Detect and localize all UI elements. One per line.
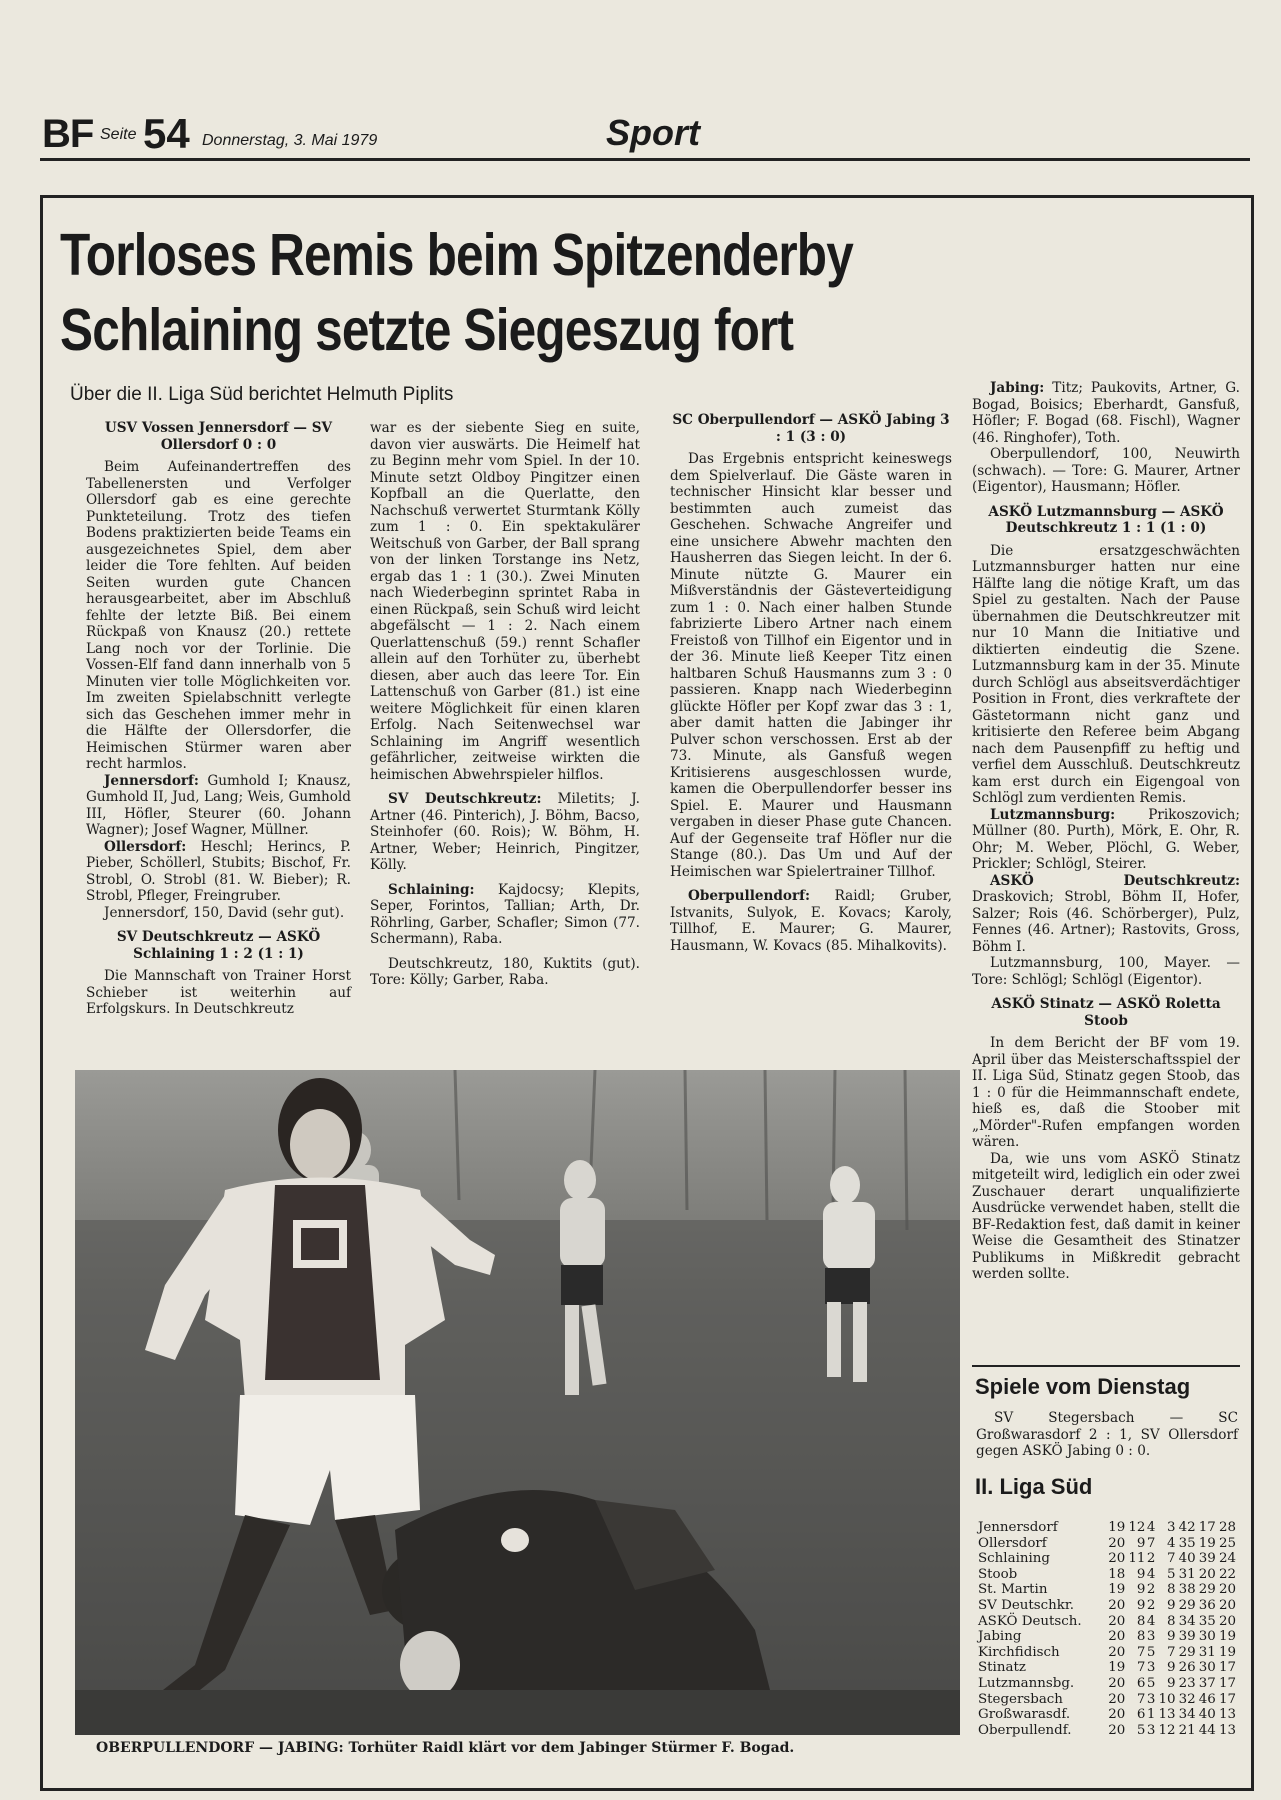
stat-cell: 4 — [1146, 1520, 1156, 1535]
team-name: Lutzmannsbg. — [978, 1675, 1075, 1691]
stat-cell: 13 — [1218, 1722, 1236, 1738]
report-paragraph: Beim Aufeinandertreffen des Tabellenersten und Verfolger Ollersdorf gab es eine gerechte Punkteteilung. Trotz des tiefen Bodens praktizierten beide Teams ein ausgezeichnetes Spiel, dem aber leider die Tore fehlten. Auf beiden Seiten wurden gute Chancen herausgearbeitet, aber im Abschluß fehlte der letzte Biß. Bei einem Rückpaß von Knausz (20.) rettete Lang noch vor der Torlinie. Die Vossen-Elf fand dann innerhalb von 5 Minuten vier tolle Möglichkeiten vor. Im zweiten Spielabschnitt verlegte sich das Geschehen immer mehr in die Hälfte der Ollersdorfer, die Heimischen Stürmer waren aber recht harmlos. — [86, 459, 351, 772]
stat-cell: 29 — [1198, 1582, 1216, 1598]
stat-cell: 30 — [1198, 1629, 1216, 1645]
stat-cell: 36 — [1198, 1597, 1216, 1613]
stat-cell: 2 — [1146, 1551, 1156, 1567]
stat-cell: 44 — [1198, 1722, 1216, 1738]
lineup — [370, 882, 640, 948]
stat-cell: 40 — [1198, 1707, 1216, 1723]
stat-cell: 17 — [1218, 1691, 1236, 1707]
stat-cell: 19 — [1218, 1629, 1236, 1645]
lineup-text: Kajdocsy; Klepits, Seper, Forintos, Tallian; Arth, Dr. Röhrling, Garber, Schafler; Simon (77. Schermann), Raba. — [370, 881, 641, 947]
stat-cell: 26 — [1178, 1660, 1196, 1676]
stat-cell: 30 — [1198, 1660, 1216, 1676]
stat-cell: 46 — [1198, 1691, 1216, 1707]
photo-image — [75, 1070, 960, 1735]
report-paragraph: In dem Bericht der BF vom 19. April über das Meisterschaftsspiel der II. Liga Süd, Stinatz gegen Stoob, das 1 : 0 für die Heimmannschaft endete, hieß es, daß die Stoober mit „Mörder"-Rufen empfangen worden wären. — [972, 1035, 1240, 1150]
report-paragraph: Da, wie uns vom ASKÖ Stinatz mitgeteilt wird, lediglich ein oder zwei Zuschauer derart unqualifizierte Ausdrücke verwendet haben, stellt die BF-Redaktion fest, daß damit in keiner Weise die Gesamtheit des Stinatzer Publikums in Mißkredit gebracht werden sollte. — [972, 1150, 1240, 1282]
team-name: St. Martin — [978, 1582, 1048, 1598]
stat-cell: 3 — [1146, 1722, 1156, 1738]
headline-line-1: Torloses Remis beim Spitzenderby — [60, 222, 853, 288]
stat-cell: 11 — [1128, 1551, 1146, 1567]
lineup-text: Raidl; Gruber, Istvanits, Sulyok, E. Kovacs; Karoly, Tillhof, E. Maurer; G. Maurer, Hausmann, W. Kovacs (85. Mihalkovits). — [670, 888, 953, 954]
team-name: Jennersdorf — [978, 1520, 1058, 1535]
lineup-label: Lutzmannsburg: — [990, 806, 1116, 823]
column-3 — [670, 412, 952, 954]
tuesday-title: Spiele vom Dienstag — [975, 1374, 1191, 1399]
headline-line-2: Schlaining setzte Siegeszug fort — [60, 297, 794, 363]
stat-cell: 42 — [1178, 1520, 1196, 1535]
stat-cell: 10 — [1158, 1691, 1176, 1707]
masthead-seite: Seite — [100, 126, 137, 143]
lineup-text: Miletits; J. Artner (46. Pinterich), J. Böhm, Bacso, Steinhofer (60. Rois); W. Böhm, H. Artner, Weber; Heinrich, Pingitzer, Kölly. — [370, 791, 640, 873]
stat-cell: 38 — [1178, 1582, 1196, 1598]
stat-cell: 9 — [1136, 1597, 1146, 1613]
stat-cell: 29 — [1178, 1644, 1196, 1660]
lineup-text: Gumhold I; Knausz, Gumhold II, Jud, Lang; Weis, Gumhold III, Höfler, Steurer (60. Johann Wagner); Josef Wagner, Müllner. — [86, 772, 351, 838]
stat-cell: 20 — [1108, 1722, 1126, 1738]
tuesday-results — [976, 1410, 1238, 1460]
stat-cell: 34 — [1178, 1613, 1196, 1629]
stat-cell: 4 — [1146, 1566, 1156, 1582]
lineup-text: Draskovich; Strobl, Böhm II, Hofer, Salzer; Rois (46. Schörberger), Pulz, Fennes (46. Artner); Rastovits, Gross, Böhm I. — [972, 889, 1240, 955]
table-row — [978, 1676, 1236, 1692]
stat-cell: 20 — [1108, 1613, 1126, 1629]
stat-cell: 12 — [1158, 1722, 1176, 1738]
stat-cell: 7 — [1136, 1660, 1146, 1676]
stat-cell: 7 — [1167, 1644, 1176, 1660]
table-row — [978, 1645, 1236, 1661]
stat-cell: 21 — [1178, 1722, 1196, 1738]
stat-cell: 17 — [1218, 1675, 1236, 1691]
stat-cell: 4 — [1146, 1613, 1156, 1629]
stat-cell: 1 — [1146, 1707, 1156, 1723]
stat-cell: 2 — [1146, 1582, 1156, 1598]
stat-cell: 28 — [1218, 1520, 1236, 1535]
lineup — [972, 873, 1240, 956]
table-row — [978, 1598, 1236, 1614]
stat-cell: 40 — [1178, 1551, 1196, 1567]
stat-cell: 34 — [1178, 1707, 1196, 1723]
stat-cell: 19 — [1218, 1644, 1236, 1660]
column-1 — [86, 420, 351, 1018]
table-title: II. Liga Süd — [975, 1474, 1093, 1499]
stat-cell: 7 — [1136, 1644, 1146, 1660]
stat-cell: 9 — [1167, 1629, 1176, 1645]
stat-cell: 20 — [1108, 1551, 1126, 1567]
stat-cell: 5 — [1136, 1722, 1146, 1738]
tuesday-text: SV Stegersbach — SC Großwarasdorf 2 : 1, SV Ollersdorf gegen ASKÖ Jabing 0 : 0. — [976, 1410, 1238, 1459]
team-name: Kirchfidisch — [978, 1644, 1060, 1660]
team-name: ASKÖ Deutsch. — [978, 1613, 1082, 1629]
stat-cell: 18 — [1108, 1566, 1126, 1582]
stat-cell: 9 — [1136, 1582, 1146, 1598]
stat-cell: 2 — [1146, 1597, 1156, 1613]
lineup — [670, 888, 952, 954]
stat-cell: 7 — [1146, 1535, 1156, 1551]
report-paragraph: Die ersatzgeschwächten Lutzmannsburger hatten nur eine Hälfte lang die nötige Kraft, um das Spiel zu gestalten. Nach der Pause übernahmen die Deutschkreutzer mit nur 10 Mann die Initiative und diktierten eindeutig die Szene. Lutzmannsburg kam in der 35. Minute durch Schlögl aus abseitsverdächtiger Position in Front, dies verkraftete der Gästetormann nicht ganz und kritisierte den Referee beim Abgang nach dem Pausenpfiff zu heftig und verfiel dem Ausschluß. Deutschkreutz kam erst durch ein Eigengoal von Schlögl zum verdienten Remis. — [972, 542, 1240, 806]
photo-caption: OBERPULLENDORF — JABING: Torhüter Raidl klärt vor dem Jabinger Stürmer F. Bogad. — [96, 1740, 795, 1756]
divider — [972, 1365, 1240, 1367]
byline: Über die II. Liga Süd berichtet Helmuth Piplits — [70, 384, 454, 405]
match-photo — [75, 1070, 960, 1735]
stat-cell: 7 — [1136, 1691, 1146, 1707]
stat-cell: 20 — [1108, 1629, 1126, 1645]
match-summary: Deutschkreutz, 180, Kuktits (gut). Tore: Kölly; Garber, Raba. — [370, 955, 640, 988]
masthead-brand: BF — [42, 112, 94, 156]
stat-cell: 23 — [1178, 1675, 1196, 1691]
table-row — [978, 1660, 1236, 1676]
lineup-text: Prikoszovich; Müllner (80. Purth), Mörk, E. Ohr, R. Ohr; M. Weber, Plöchl, G. Weber, Prickler; Schlögl, Steirer. — [972, 806, 1240, 872]
stat-cell: 20 — [1198, 1566, 1216, 1582]
lineup-label: Ollersdorf: — [104, 838, 187, 855]
team-name: Oberpullendf. — [978, 1722, 1072, 1738]
masthead — [40, 108, 1250, 161]
column-4 — [972, 380, 1240, 1283]
match-summary: Jennersdorf, 150, David (sehr gut). — [104, 904, 345, 921]
table-row — [978, 1723, 1236, 1739]
stat-cell: 20 — [1108, 1691, 1126, 1707]
lineup — [972, 807, 1240, 873]
stat-cell: 5 — [1146, 1644, 1156, 1660]
headline — [60, 218, 1051, 368]
match-summary: Lutzmannsburg, 100, Mayer. — Tore: Schlögl; Schlögl (Eigentor). — [972, 955, 1240, 988]
table-row — [978, 1614, 1236, 1630]
match-heading: SC Oberpullendorf — ASKÖ Jabing 3 : 1 (3 : 0) — [672, 412, 950, 445]
stat-cell: 13 — [1218, 1707, 1236, 1723]
stat-cell: 8 — [1136, 1629, 1146, 1645]
table-row — [978, 1551, 1236, 1567]
stat-cell: 32 — [1178, 1691, 1196, 1707]
team-name: Jabing — [978, 1629, 1022, 1645]
table-row — [978, 1536, 1236, 1552]
table-row — [978, 1707, 1236, 1723]
stat-cell: 31 — [1198, 1644, 1216, 1660]
team-name: Stinatz — [978, 1660, 1026, 1676]
team-name: Großwarasdf. — [978, 1707, 1071, 1723]
stat-cell: 8 — [1167, 1582, 1176, 1598]
team-name: Stoob — [978, 1566, 1018, 1582]
stat-cell: 20 — [1218, 1613, 1236, 1629]
lineup — [972, 380, 1240, 446]
stat-cell: 20 — [1108, 1597, 1126, 1613]
stat-cell: 3 — [1146, 1691, 1156, 1707]
standings-table — [978, 1520, 1236, 1738]
stat-cell: 3 — [1146, 1629, 1156, 1645]
table-row — [978, 1692, 1236, 1708]
lineup — [86, 773, 351, 839]
report-paragraph: Das Ergebnis entspricht keineswegs dem Spielverlauf. Die Gäste waren in technischer Hinsicht klar besser und bestimmten auch zumeist das Geschehen. Schwache Angreifer und eine unsichere Abwehr machten den Hausherren das Siegen leicht. In der 6. Minute nützte G. Maurer ein Mißverständnis der Gästeverteidigung zum 1 : 0. Nach einer halben Stunde fabrizierte Libero Artner nach einem Freistoß von Tillhof ein Eigentor und in der 36. Minute ließ Keeper Titz einen haltbaren Schuß Hausmanns zum 3 : 0 passieren. Knapp nach Wiederbeginn glückte Höfler per Kopf zwar das 3 : 1, aber damit hatten die Jabinger ihr Pulver schon verschossen. Erst ab der 73. Minute, als Gansfuß wegen Kritisierens ausgeschlossen wurde, kamen die Oberpullendorfer besser ins Spiel. E. Maurer und Hausmann vergaben in dieser Phase gute Chancen. Auf der Gegenseite traf Höfler nur die Stange (80.). Das Um und Auf der Heimischen war Spielertrainer Tillhof. — [670, 451, 952, 880]
stat-cell: 20 — [1218, 1582, 1236, 1598]
masthead-page-number: 54 — [143, 110, 190, 157]
lineup-label: ASKÖ Deutschkreutz: — [990, 872, 1240, 889]
masthead-date: Donnerstag, 3. Mai 1979 — [202, 132, 378, 149]
lineup-label: Oberpullendorf: — [688, 888, 811, 904]
stat-cell: 20 — [1108, 1644, 1126, 1660]
stat-cell: 25 — [1218, 1535, 1236, 1551]
lineup — [86, 839, 351, 905]
lineup — [370, 791, 640, 874]
stat-cell: 22 — [1218, 1566, 1236, 1582]
team-name: SV Deutschkr. — [978, 1597, 1075, 1613]
stat-cell: 35 — [1198, 1613, 1216, 1629]
stat-cell: 3 — [1167, 1520, 1176, 1535]
report-paragraph: Die Mannschaft von Trainer Horst Schieber ist weiterhin auf Erfolgskurs. In Deutschkreutz — [86, 968, 351, 1017]
team-name: Stegersbach — [978, 1691, 1063, 1707]
stat-cell: 5 — [1167, 1566, 1176, 1582]
team-name: Ollersdorf — [978, 1535, 1047, 1551]
stat-cell: 39 — [1178, 1629, 1196, 1645]
stat-cell: 9 — [1167, 1660, 1176, 1676]
stat-cell: 35 — [1178, 1535, 1196, 1551]
lineup-label: SV Deutschkreutz: — [388, 791, 542, 807]
match-heading: ASKÖ Stinatz — ASKÖ Roletta Stoob — [991, 996, 1221, 1029]
team-name: Schlaining — [978, 1551, 1050, 1567]
table-row — [978, 1520, 1236, 1536]
table-row — [978, 1629, 1236, 1645]
stat-cell: 7 — [1167, 1551, 1176, 1567]
stat-cell: 24 — [1218, 1551, 1236, 1567]
stat-cell: 8 — [1136, 1613, 1146, 1629]
stat-cell: 3 — [1146, 1660, 1156, 1676]
masthead-section: Sport — [606, 112, 700, 153]
lineup-label: Jabing: — [990, 380, 1045, 396]
stat-cell: 9 — [1167, 1597, 1176, 1613]
stat-cell: 20 — [1108, 1707, 1126, 1723]
stat-cell: 9 — [1136, 1566, 1146, 1582]
stat-cell: 20 — [1108, 1675, 1126, 1691]
lineup-label: Schlaining: — [388, 881, 475, 898]
stat-cell: 37 — [1198, 1675, 1216, 1691]
stat-cell: 6 — [1136, 1707, 1146, 1723]
table-row — [978, 1567, 1236, 1583]
stat-cell: 8 — [1167, 1613, 1176, 1629]
stat-cell: 17 — [1198, 1520, 1216, 1535]
stat-cell: 19 — [1108, 1582, 1126, 1598]
stat-cell: 5 — [1146, 1675, 1156, 1691]
stat-cell: 20 — [1218, 1597, 1236, 1613]
stat-cell: 29 — [1178, 1597, 1196, 1613]
stat-cell: 39 — [1198, 1551, 1216, 1567]
stat-cell: 19 — [1198, 1535, 1216, 1551]
match-summary: Oberpullendorf, 100, Neuwirth (schwach). — Tore: G. Maurer, Artner (Eigentor), Hausmann; Höfler. — [972, 446, 1240, 495]
lineup-text: Heschl; Herincs, P. Pieber, Schöllerl, Stubits; Bischof, Fr. Strobl, O. Strobl (81. W. Bieber); R. Strobl, Pfleger, Freingruber. — [86, 838, 352, 904]
stat-cell: 9 — [1167, 1675, 1176, 1691]
lineup-label: Jennersdorf: — [104, 772, 199, 789]
match-heading: SV Deutschkreutz — ASKÖ Schlaining 1 : 2 (1 : 1) — [116, 929, 321, 962]
stat-cell: 19 — [1108, 1660, 1126, 1676]
stat-cell: 13 — [1158, 1707, 1176, 1723]
match-heading: USV Vossen Jennersdorf — SV Ollersdorf 0 : 0 — [104, 420, 333, 453]
match-heading: ASKÖ Lutzmannsburg — ASKÖ Deutschkreutz 1 : 1 (1 : 0) — [988, 503, 1224, 536]
stat-cell: 9 — [1136, 1535, 1146, 1551]
stat-cell: 17 — [1218, 1660, 1236, 1676]
stat-cell: 31 — [1178, 1566, 1196, 1582]
report-paragraph: war es der siebente Sieg en suite, davon vier auswärts. Die Heimelf hat zu Beginn mehr vom Spiel. In der 10. Minute setzt Oldboy Pingitzer einen Kopfball an die Querlatte, den Nachschuß verwertet Sturmtank Kölly zum 1 : 0. Ein spektakulärer Weitschuß von Garber, der Ball sprang von der linken Torstange ins Netz, ergab das 1 : 1 (30.). Zwei Minuten nach Wiederbeginn sprintet Raba in einen Rückpaß, sein Schuß wird leicht abgefälscht — 1 : 2. Nach einem Querlattenschuß (59.) rennt Schafler allein auf den Torhüter zu, überhebt diesen, aber auch das leere Tor. Ein Lattenschuß von Garber (81.) ist eine weitere Möglichkeit für einen klaren Erfolg. Nach Seitenwechsel war Schlaining im Angriff wesentlich gefährlicher, zeitweise wirkten die heimischen Abwehrspieler hilflos. — [370, 420, 640, 783]
stat-cell: 4 — [1167, 1535, 1176, 1551]
column-2 — [370, 420, 640, 989]
stat-cell: 6 — [1136, 1675, 1146, 1691]
stat-cell: 19 — [1108, 1520, 1126, 1535]
lineup-text: Titz; Paukovits, Artner, G. Bogad, Boisics; Eberhardt, Gansfuß, Höfler; F. Bogad (68. Fischl), Wagner (46. Ringhofer), Toth. — [972, 380, 1240, 446]
stat-cell: 12 — [1128, 1520, 1146, 1535]
stat-cell: 20 — [1108, 1535, 1126, 1551]
table-row — [978, 1582, 1236, 1598]
